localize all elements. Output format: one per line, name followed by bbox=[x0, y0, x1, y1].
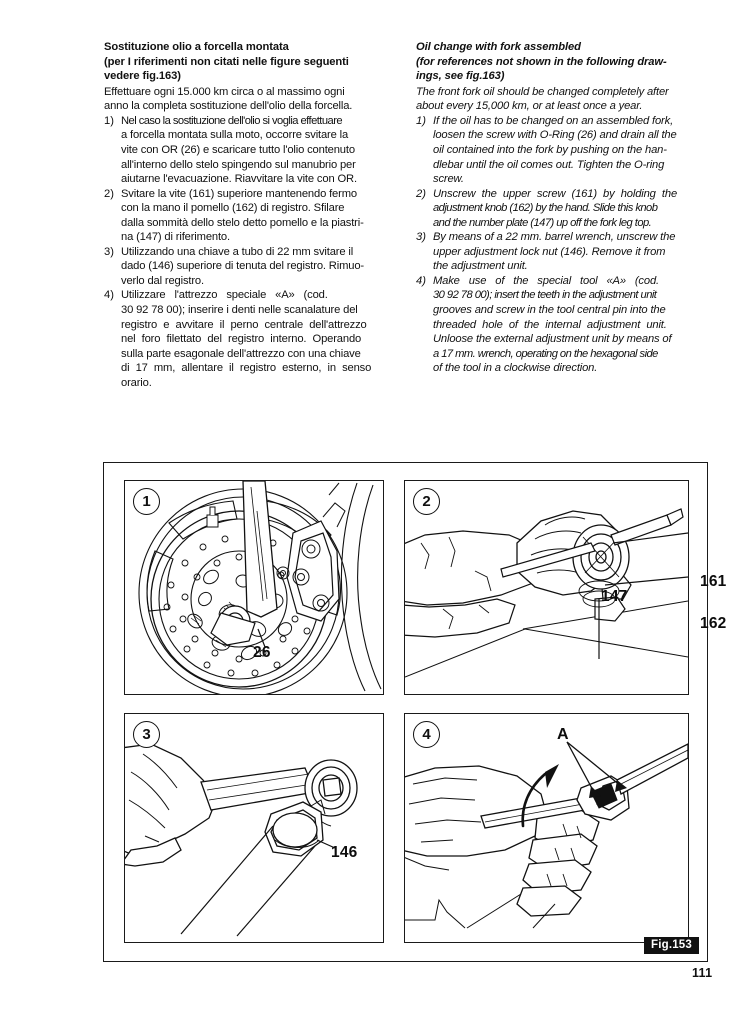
english-step-4 bbox=[416, 274, 704, 376]
english-intro bbox=[416, 85, 704, 114]
figure-panel-2 bbox=[404, 480, 689, 695]
heading-line: ings, see fig.163) bbox=[416, 70, 505, 83]
figure-panel-3 bbox=[124, 713, 384, 943]
step-line: sulla parte esagonale dell'attrezzo con una chiave bbox=[121, 347, 361, 360]
step-marker: 1) bbox=[104, 114, 114, 127]
english-step-3 bbox=[416, 230, 704, 274]
italian-intro bbox=[104, 85, 392, 114]
step-marker: 4) bbox=[104, 289, 114, 302]
step-line: and the number plate (147) up off the fork leg top. bbox=[433, 216, 652, 229]
step-line: orario. bbox=[121, 376, 152, 389]
step-line: 30 92 78 00); insert the teeth in the adjustment unit bbox=[433, 289, 657, 302]
step-line: a 17 mm. wrench, operating on the hexagonal side bbox=[433, 347, 658, 360]
english-step-2 bbox=[416, 187, 704, 231]
heading-line: vedere fig.163) bbox=[104, 70, 181, 83]
italian-step-2 bbox=[104, 187, 392, 245]
special-tool-illustration bbox=[405, 714, 688, 942]
barrel-wrench-illustration bbox=[125, 714, 383, 942]
step-line: If the oil has to be changed on an assembled fork, bbox=[433, 114, 674, 127]
hands-adjustment-knob-illustration bbox=[405, 481, 688, 694]
figure-caption-badge: Fig.153 bbox=[644, 937, 699, 954]
figure-block bbox=[103, 462, 727, 962]
intro-line: Effettuare ogni 15.000 km circa o al massimo ogni bbox=[104, 85, 345, 98]
callout-162: 162 bbox=[700, 615, 727, 632]
step-marker: 3) bbox=[416, 231, 426, 244]
step-line: verlo dal registro. bbox=[121, 274, 204, 287]
figure-panel-4 bbox=[404, 713, 689, 943]
step-marker: 2) bbox=[104, 187, 114, 200]
step-line: oil contained into the fork by pushing on the han- bbox=[433, 143, 667, 156]
intro-line: anno la completa sostituzione dell'olio della forcella. bbox=[104, 100, 353, 113]
step-line: upper adjustment lock nut (146). Remove it from bbox=[433, 245, 666, 258]
callout-147: 147 bbox=[601, 588, 628, 605]
step-line: threaded hole of the internal adjustment unit. bbox=[433, 318, 667, 331]
italian-heading bbox=[104, 40, 392, 84]
italian-step-3 bbox=[104, 245, 392, 289]
step-line: Svitare la vite (161) superiore mantenendo fermo bbox=[121, 187, 357, 200]
step-marker: 4) bbox=[416, 274, 426, 287]
callout-A: A bbox=[557, 726, 569, 743]
panel-number-2: 2 bbox=[413, 488, 440, 515]
step-line: By means of a 22 mm. barrel wrench, unscrew the bbox=[433, 231, 676, 244]
english-step-1 bbox=[416, 114, 704, 187]
intro-line: about every 15,000 km, or at least once a year. bbox=[416, 100, 643, 113]
panel-number-1: 1 bbox=[133, 488, 160, 515]
heading-line: Sostituzione olio a forcella montata bbox=[104, 41, 289, 53]
heading-line: (per I riferimenti non citati nelle figure seguenti bbox=[104, 55, 349, 68]
step-line: adjustment knob (162) by the hand. Slide this knob bbox=[433, 202, 658, 215]
step-line: dlebar until the oil comes out. Tighten the O-ring bbox=[433, 158, 665, 171]
text-columns bbox=[104, 40, 704, 390]
step-line: dalla sommità dello stelo detto pomello e la piastri- bbox=[121, 216, 364, 229]
step-marker: 2) bbox=[416, 187, 426, 200]
step-line: a forcella montata sulla moto, occorre svitare la bbox=[121, 129, 349, 142]
step-line: all'interno dello stelo spingendo sul manubrio per bbox=[121, 158, 356, 171]
step-line: the adjustment unit. bbox=[433, 260, 528, 273]
page-number: 111 bbox=[692, 966, 713, 980]
heading-line: (for references not shown in the following draw- bbox=[416, 55, 667, 68]
step-marker: 1) bbox=[416, 114, 426, 127]
callout-161: 161 bbox=[700, 573, 727, 590]
step-line: dado (146) superiore di tenuta del registro. Rimuo- bbox=[121, 260, 364, 273]
step-line: 30 92 78 00); inserire i denti nelle scanalature del bbox=[121, 303, 358, 316]
english-column bbox=[416, 40, 704, 390]
panel-number-4: 4 bbox=[413, 721, 440, 748]
brake-disc-illustration bbox=[125, 481, 383, 694]
step-line: screw. bbox=[433, 173, 464, 186]
step-line: di 17 mm, allentare il registro esterno, in senso bbox=[121, 362, 372, 375]
step-line: grooves and screw in the tool central pin into the bbox=[433, 303, 666, 316]
step-line: Nel caso la sostituzione dell'olio si voglia effettuare bbox=[121, 114, 343, 127]
step-line: Unloose the external adjustment unit by means of bbox=[433, 333, 672, 346]
step-marker: 3) bbox=[104, 245, 114, 258]
step-line: vite con OR (26) e scaricare tutto l'olio contenuto bbox=[121, 143, 355, 156]
italian-step-1 bbox=[104, 114, 392, 187]
heading-line: Oil change with fork assembled bbox=[416, 41, 581, 53]
callout-26: 26 bbox=[253, 644, 271, 661]
step-line: Utilizzare l'attrezzo speciale «A» (cod. bbox=[121, 289, 328, 302]
step-line: Make use of the special tool «A» (cod. bbox=[433, 274, 659, 287]
panel-number-3: 3 bbox=[133, 721, 160, 748]
step-line: nel foro filettato del registro interno. Operando bbox=[121, 333, 362, 346]
figure-panel-1 bbox=[124, 480, 384, 695]
step-line: aiutarne l'evacuazione. Riavvitare la vite con OR. bbox=[121, 173, 357, 186]
intro-line: The front fork oil should be changed completely after bbox=[416, 85, 669, 98]
step-line: registro e avvitare il perno centrale dell'attrezzo bbox=[121, 318, 367, 331]
step-line: of the tool in a clockwise direction. bbox=[433, 362, 598, 375]
step-line: Utilizzando una chiave a tubo di 22 mm svitare il bbox=[121, 245, 354, 258]
step-line: Unscrew the upper screw (161) by holding the bbox=[433, 187, 678, 200]
italian-step-4 bbox=[104, 288, 392, 390]
callout-146: 146 bbox=[331, 844, 358, 861]
step-line: con la mano il pomello (162) di registro. Sfilare bbox=[121, 202, 345, 215]
english-heading bbox=[416, 40, 704, 84]
italian-column bbox=[104, 40, 392, 390]
step-line: na (147) di riferimento. bbox=[121, 231, 230, 244]
step-line: loosen the screw with O-Ring (26) and drain all the bbox=[433, 129, 677, 142]
